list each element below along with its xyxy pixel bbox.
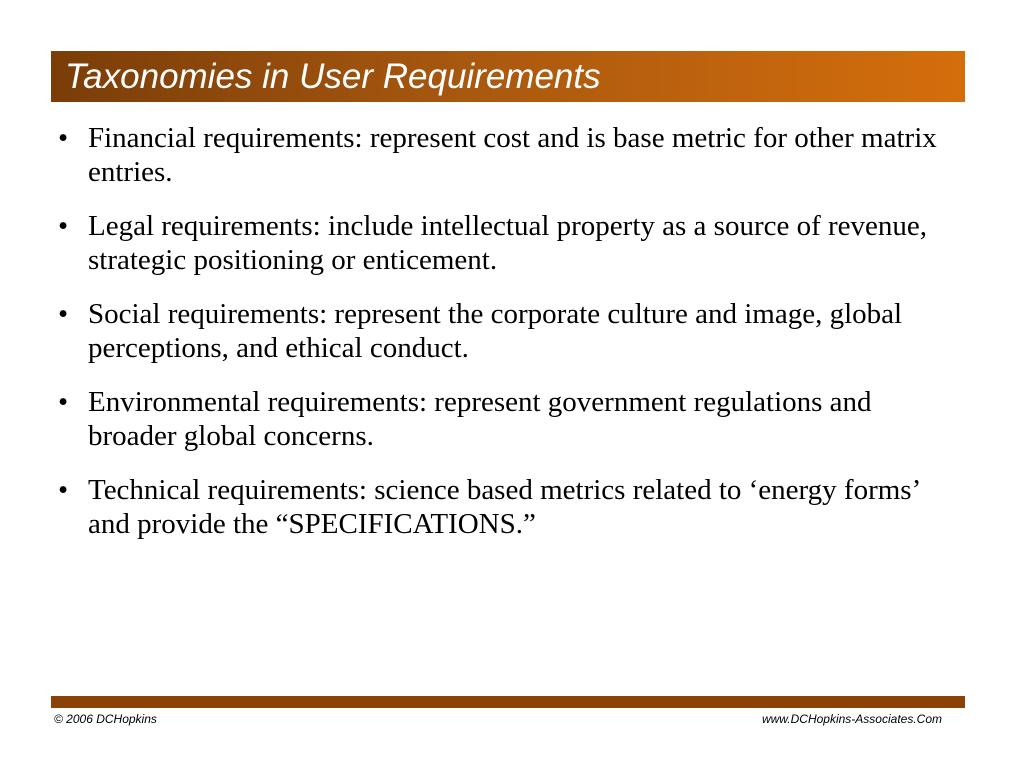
bullet-item-financial [58,121,958,189]
footer-bar [51,696,965,708]
bullet-item-technical [58,473,958,541]
slide-title: Taxonomies in User Requirements [65,57,601,96]
footer-copyright: © 2006 DCHopkins [54,712,157,726]
bullet-list [58,121,958,561]
bullet-text: Social requirements: represent the corporate culture and image, global perceptions, and ethical conduct. [88,298,903,364]
bullet-dot-icon: • [58,474,69,506]
bullet-dot-icon: • [58,386,69,418]
bullet-text: Technical requirements: science based metrics related to ‘energy forms’ and provide the “SPECIFICATIONS.” [88,474,920,540]
bullet-item-environmental [58,385,958,453]
bullet-dot-icon: • [58,210,69,242]
bullet-dot-icon: • [58,122,69,154]
bullet-text: Financial requirements: represent cost and is base metric for other matrix entries. [88,122,937,188]
bullet-item-social [58,297,958,365]
footer-website: www.DCHopkins-Associates.Com [761,712,942,726]
bullet-text: Environmental requirements: represent government regulations and broader global concerns. [88,386,872,452]
bullet-item-legal [58,209,958,277]
bullet-dot-icon: • [58,298,69,330]
bullet-text: Legal requirements: include intellectual property as a source of revenue, strategic positioning or enticement. [88,210,928,276]
title-bar [51,51,965,102]
